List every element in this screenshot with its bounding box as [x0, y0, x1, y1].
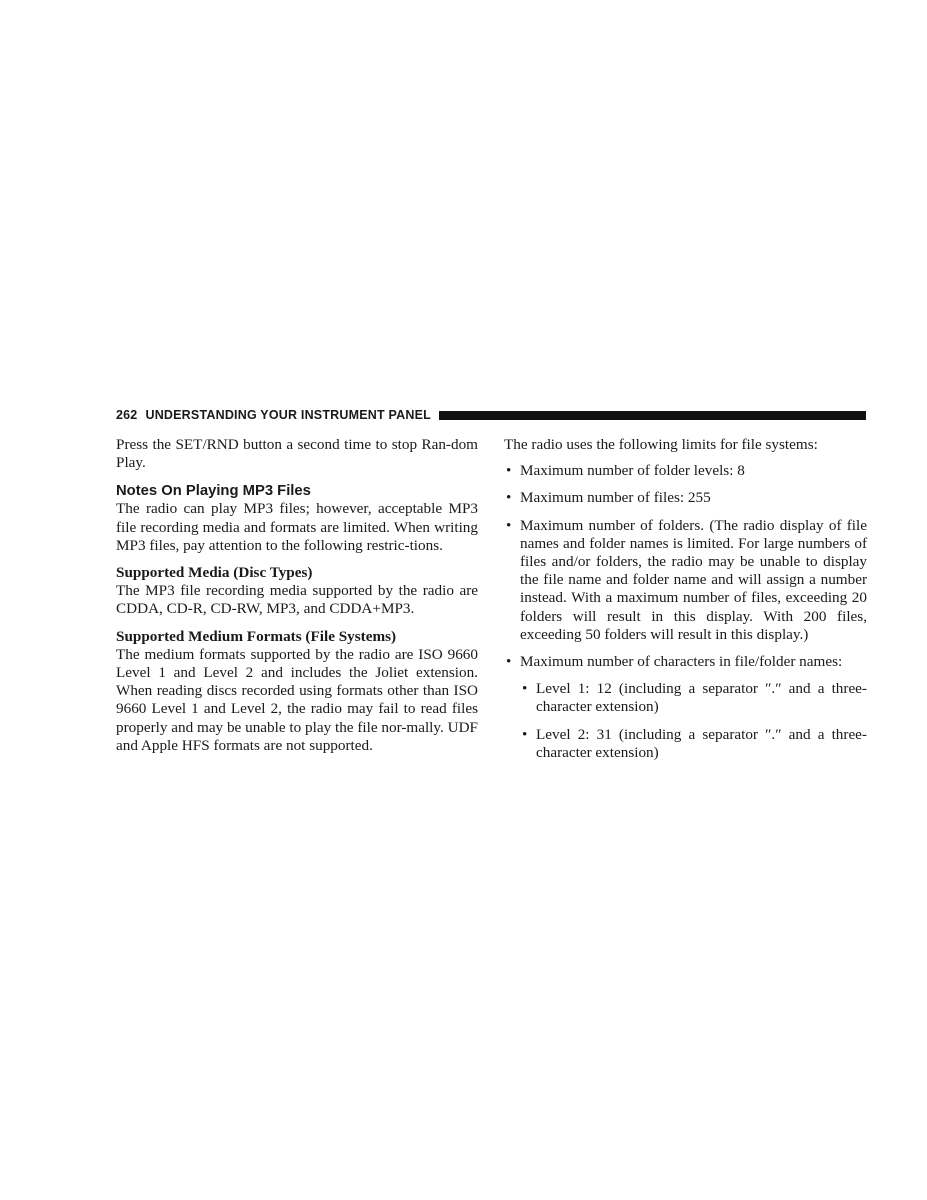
- page-header: [116, 407, 866, 423]
- mp3-notes-heading: Notes On Playing MP3 Files: [116, 483, 311, 500]
- section-title: UNDERSTANDING YOUR INSTRUMENT PANEL: [145, 408, 431, 422]
- list-item: [504, 489, 867, 507]
- sub-list-item: [520, 726, 867, 762]
- supported-formats-heading: Supported Medium Formats (File Systems): [116, 627, 397, 645]
- header-rule-bar: [439, 411, 866, 420]
- list-item-text: Maximum number of folders. (The radio display of file names and folder names is limited. For large numbers of files and/or folders, the radio may be unable to display the file name and folder name and will assign a number instead. With a maximum number of files, exceeding 20 folders will result in this display. With 200 files, exceeding 50 folders will result in this display.): [520, 516, 867, 643]
- supported-media-paragraph: The MP3 file recording media supported by the radio are CDDA, CD-R, CD-RW, MP3, and CDDA+MP3.: [116, 582, 478, 618]
- file-limits-intro: The radio uses the following limits for file systems:: [504, 436, 818, 453]
- bullet-icon: •: [506, 462, 512, 480]
- file-limits-list: [504, 462, 867, 762]
- bullet-icon: •: [506, 653, 512, 671]
- list-item: [504, 462, 867, 480]
- sub-list-item: [520, 680, 867, 716]
- list-item: [504, 517, 867, 644]
- sub-list-item-text: Level 2: 31 (including a separator ″.″ and a three-character extension): [536, 725, 867, 761]
- list-item-text: Maximum number of files: 255: [520, 489, 711, 507]
- left-column: [116, 436, 478, 755]
- bullet-icon: •: [522, 680, 528, 698]
- bullet-icon: •: [522, 725, 528, 743]
- sub-list-item-text: Level 1: 12 (including a separator ″.″ and a three-character extension): [536, 680, 867, 716]
- supported-formats-paragraph: The medium formats supported by the radio are ISO 9660 Level 1 and Level 2 and includes the Joliet extension. When reading discs recorded using formats other than ISO 9660 Level 1 and Level 2, the radio may fail to read files properly and may be unable to play the file nor-mally. UDF and Apple HFS formats are not supported.: [116, 645, 478, 754]
- list-item-text: Maximum number of folder levels: 8: [520, 462, 745, 480]
- bullet-icon: •: [506, 516, 512, 534]
- list-item: [504, 653, 867, 762]
- supported-media-heading: Supported Media (Disc Types): [116, 564, 313, 582]
- bullet-icon: •: [506, 489, 512, 507]
- right-column: [504, 436, 867, 762]
- list-item-text: Maximum number of characters in file/folder names:: [520, 653, 843, 671]
- random-play-paragraph: Press the SET/RND button a second time to stop Ran-dom Play.: [116, 436, 478, 472]
- character-limits-list: [520, 680, 867, 762]
- mp3-notes-paragraph: The radio can play MP3 files; however, acceptable MP3 file recording media and formats are limited. When writing MP3 files, pay attention to the following restric-tions.: [116, 500, 478, 554]
- page-number: 262: [116, 408, 138, 422]
